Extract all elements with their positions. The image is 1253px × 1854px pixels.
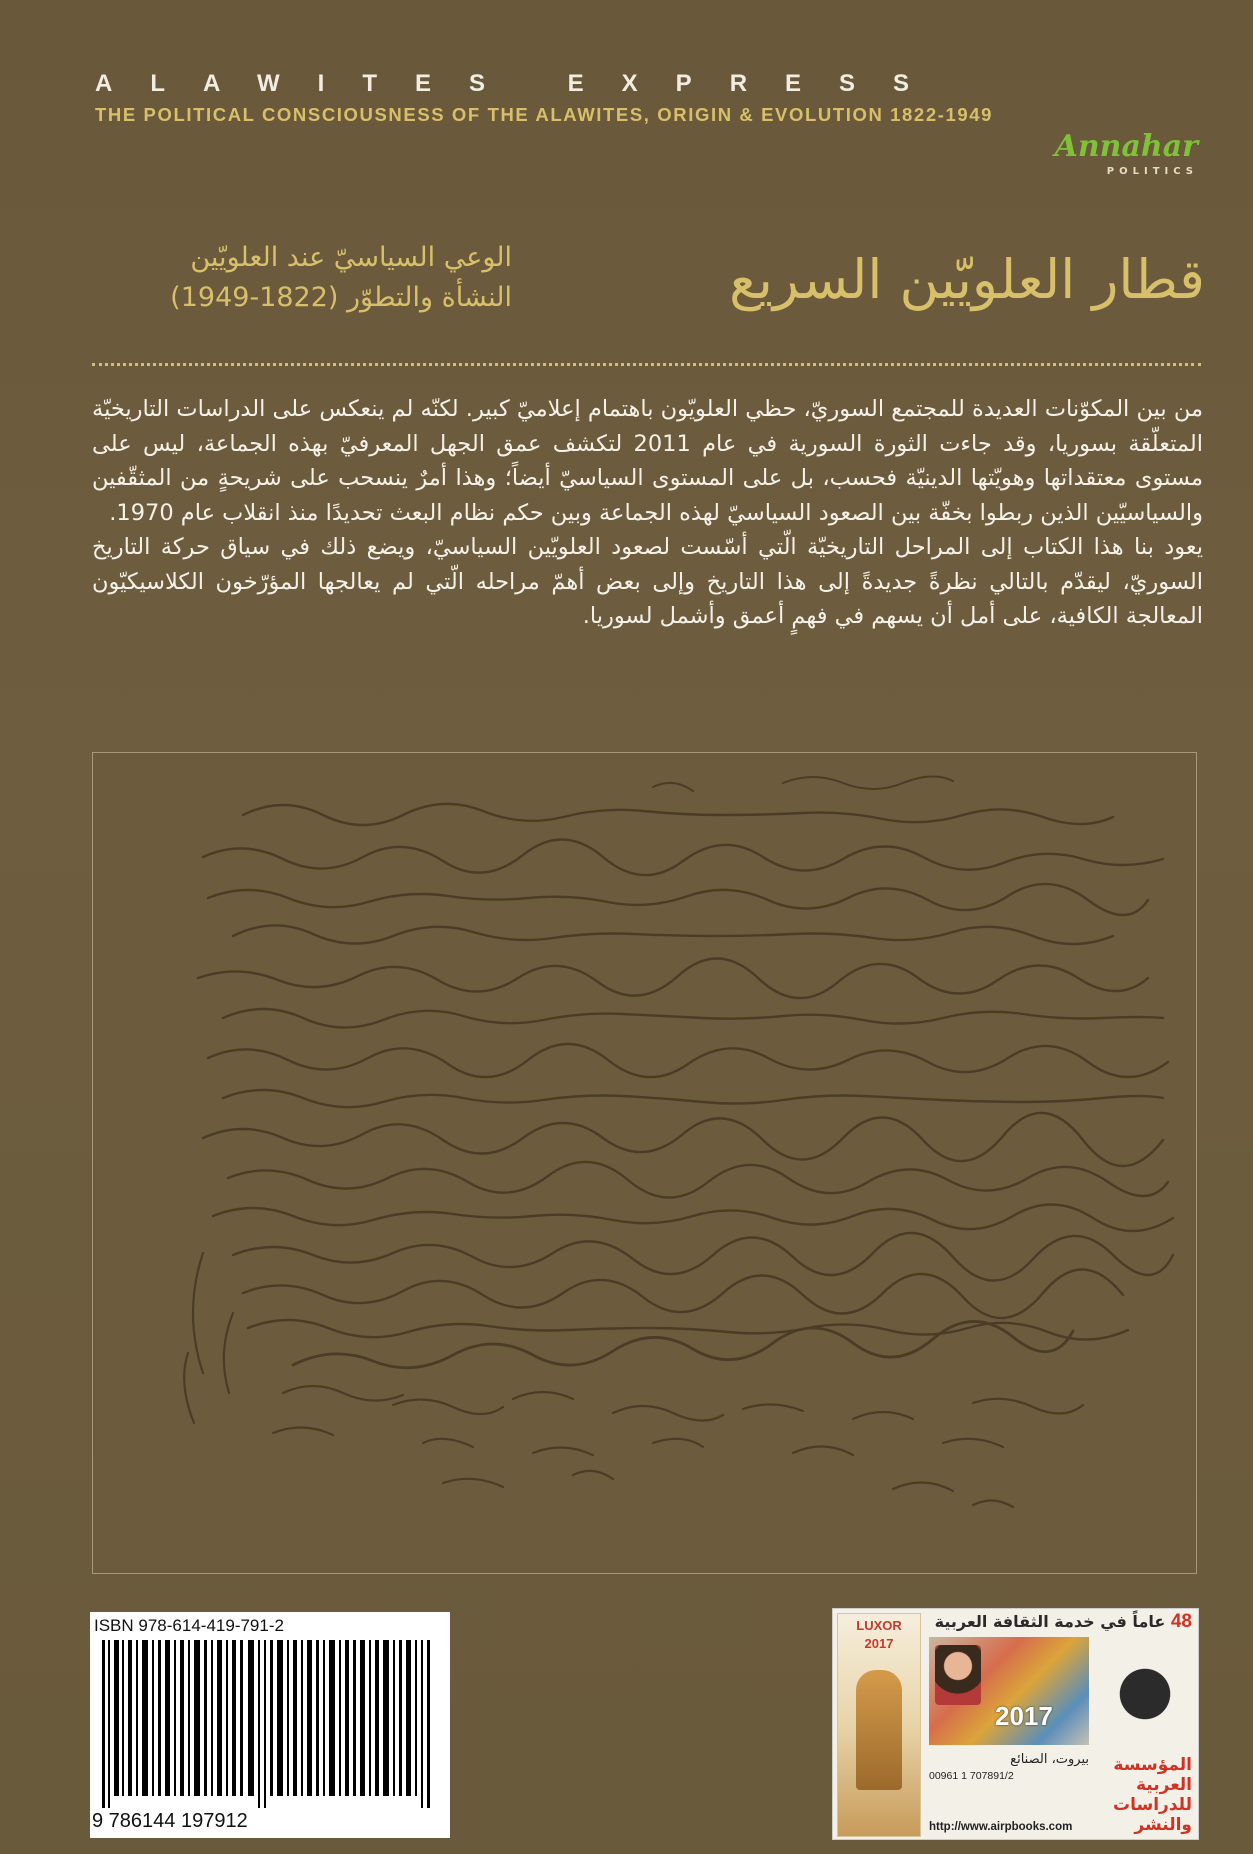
festival-collage [929,1637,1089,1745]
publisher-years: 48 [1170,1611,1192,1632]
arabic-subtitle-line-1: الوعي السياسيّ عند العلويّين [190,242,512,273]
imprint-label: POLITICS [1106,166,1198,177]
series-subtitle: THE POLITICAL CONSCIOUSNESS OF THE ALAWITES, ORIGIN & EVOLUTION 1822-1949 [95,104,994,125]
publisher-emblem-icon [1100,1639,1190,1749]
isbn-barcode [90,1612,450,1838]
arabic-subtitle-line-2: النشأة والتطوّر (1822-1949) [170,282,512,313]
blurb [92,392,1203,634]
luxor-label: LUXOR [856,1618,902,1633]
barcode-bars-graphic [98,1640,442,1808]
isbn-number: ISBN 978-614-419-791-2 [94,1616,284,1635]
publisher-name: المؤسسة العربية للدراسات والنشر [1113,1755,1192,1835]
publisher-badge [832,1608,1199,1840]
dotted-divider [92,363,1201,366]
publisher-phone: 00961 1 707891/2 [929,1770,1014,1782]
blurb-paragraph-2: يعود بنا هذا الكتاب إلى المراحل التاريخيّة الّتي أسّست لصعود العلويّين السياسيّ، ويضع ذلك في سياق حركة التاريخ السوريّ، ليقدّم بالتالي نظرةً جديدةً إلى هذا التاريخ وإلى بعض أهمّ مراحله الّتي لم يعالجها المؤرّخون الكلاسيكيّون المعالجة الكافية، على أمل أن يسهم في فهمٍ أعمق وأشمل لسوريا. [92,534,1203,629]
publisher-url: http://www.airpbooks.com [929,1821,1073,1833]
series-title: ALAWITES EXPRESS [95,70,948,97]
manuscript-image [92,752,1197,1574]
publisher-headline-text: عاماً في خدمة الثقافة العربية [934,1612,1166,1631]
statue-image [856,1670,902,1790]
portrait-photo [935,1645,981,1705]
arabic-subtitle [92,238,512,318]
publisher-city: بيروت، الصنائع [1010,1752,1089,1767]
luxor-year: 2017 [864,1636,894,1651]
blurb-paragraph-1: من بين المكوّنات العديدة للمجتمع السوريّ، حظي العلويّون باهتمام إعلاميّ كبير. لكنّه لم ينعكس على الدراسات التاريخيّة المتعلّقة بسوريا، وقد جاءت الثورة السورية في عام 2011 لتكشف عمق الجهل المعرفيّ بهذه الجماعة، ليس على مستوى معتقداتها وهويّتها الدينيّة فحسب، بل على المستوى السياسيّ أيضاً؛ وهذا أمرٌ ينسحب على شريحةٍ من المثقّفين والسياسيّين الذين ربطوا بخفّة بين الصعود السياسيّ لهذه الجماعة وبين حكم نظام البعث تحديدًا منذ انقلاب عام 1970. [92,396,1203,526]
publisher-address [929,1751,1089,1785]
manuscript-handwriting-graphic [93,753,1196,1573]
luxor-stamp [837,1613,921,1837]
collage-year: 2017 [995,1701,1053,1731]
barcode-digits: 9 786144 197912 [92,1810,248,1832]
imprint-logo-mark: Annahar [1054,129,1198,164]
publisher-headline [935,1611,1192,1633]
arabic-main-title: قطار العلويّين السريع [729,248,1205,311]
imprint-logo [1048,130,1198,177]
